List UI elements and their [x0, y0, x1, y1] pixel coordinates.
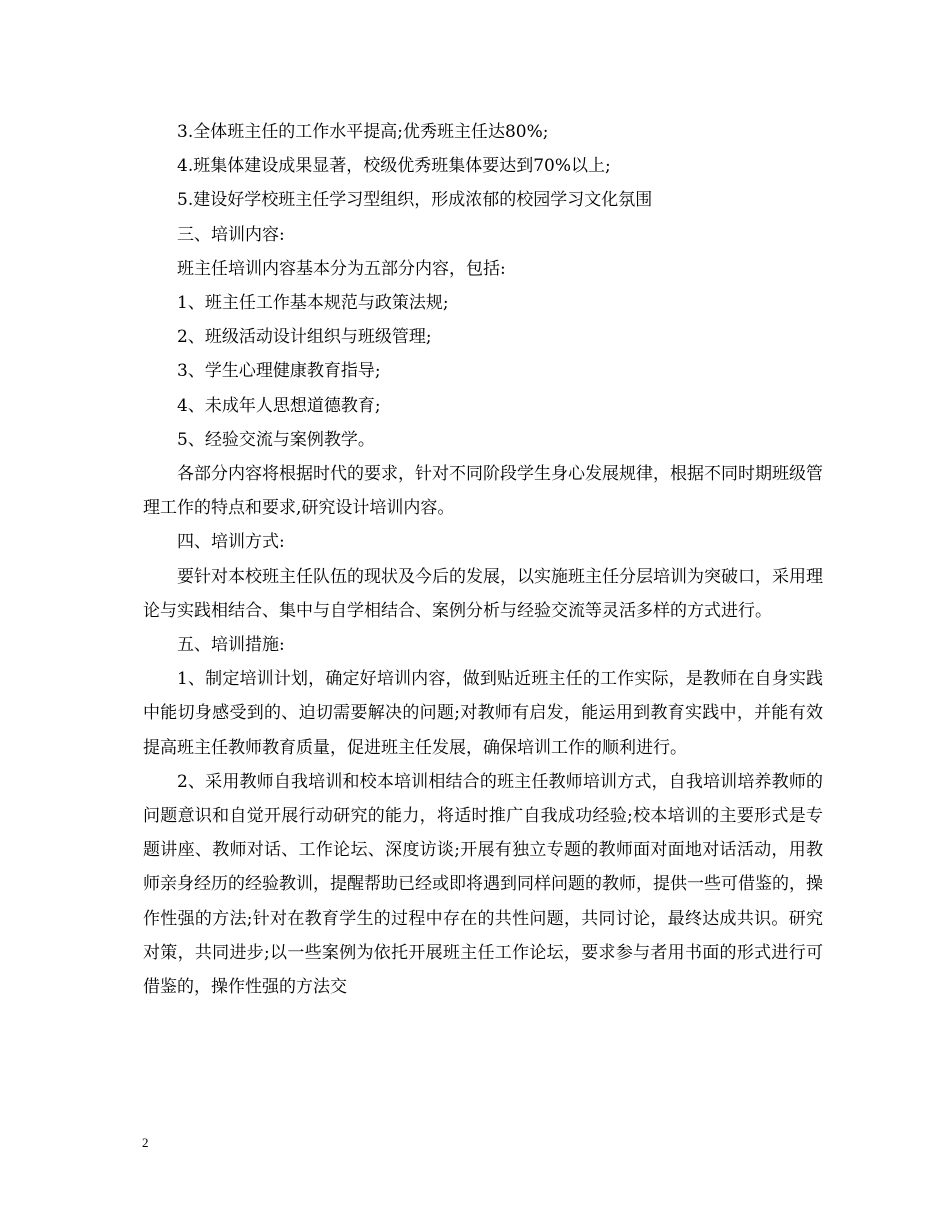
paragraph-goal-4: 4.班集体建设成果显著，校级优秀班集体要达到70%以上;: [177, 156, 611, 177]
paragraph-measure-1: 1、制定培训计划，确定好培训内容，做到贴近班主任的工作实际，是教师在自身实践中能切身感受到的、迫切需要解决的问题;对教师有启发，能运用到教育实践中，并能有效提高班主任教师教育质量，促进班主任发展，确保培训工作的顺利进行。: [143, 669, 823, 758]
paragraph-content-summary: 各部分内容将根据时代的要求，针对不同阶段学生身心发展规律，根据不同时期班级管理工作的特点和要求,研究设计培训内容。: [143, 464, 823, 519]
list-item-content-1: 1、班主任工作基本规范与政策法规;: [177, 293, 449, 314]
paragraph-goal-5: 5.建设好学校班主任学习型组织，形成浓郁的校园学习文化氛围: [177, 190, 653, 211]
list-item-content-3: 3、学生心理健康教育指导;: [177, 361, 381, 382]
section-heading-training-measures: 五、培训措施:: [177, 635, 285, 656]
paragraph-measure-2: 2、采用教师自我培训和校本培训相结合的班主任教师培训方式，自我培训培养教师的问题意识和自觉开展行动研究的能力，将适时推广自我成功经验;校本培训的主要形式是专题讲座、教师对话、工作论坛、深度访谈;开展有独立专题的教师面对面地对话活动，用教师亲身经历的经验教训，提醒帮助已经或即将遇到同样问题的教师，提供一些可借鉴的，操作性强的方法;针对在教育学生的过程中存在的共性问题，共同讨论，最终达成共识。研究对策，共同进步;以一些案例为依托开展班主任工作论坛，要求参与者用书面的形式进行可借鉴的，操作性强的方法交: [143, 771, 823, 998]
document-body: [143, 115, 823, 1004]
list-item-content-4: 4、未成年人思想道德教育;: [177, 395, 381, 416]
paragraph-content-intro: 班主任培训内容基本分为五部分内容，包括:: [177, 258, 506, 279]
paragraph-training-method: 要针对本校班主任队伍的现状及今后的发展，以实施班主任分层培训为突破口，采用理论与实践相结合、集中与自学相结合、案例分析与经验交流等灵活多样的方式进行。: [143, 566, 823, 621]
list-item-content-5: 5、经验交流与案例教学。: [177, 429, 375, 450]
list-item-content-2: 2、班级活动设计组织与班级管理;: [177, 327, 432, 348]
section-heading-training-content: 三、培训内容:: [177, 224, 285, 245]
section-heading-training-method: 四、培训方式:: [177, 532, 285, 553]
paragraph-goal-3: 3.全体班主任的工作水平提高;优秀班主任达80%;: [177, 122, 549, 142]
page-number: 2: [142, 1135, 149, 1150]
